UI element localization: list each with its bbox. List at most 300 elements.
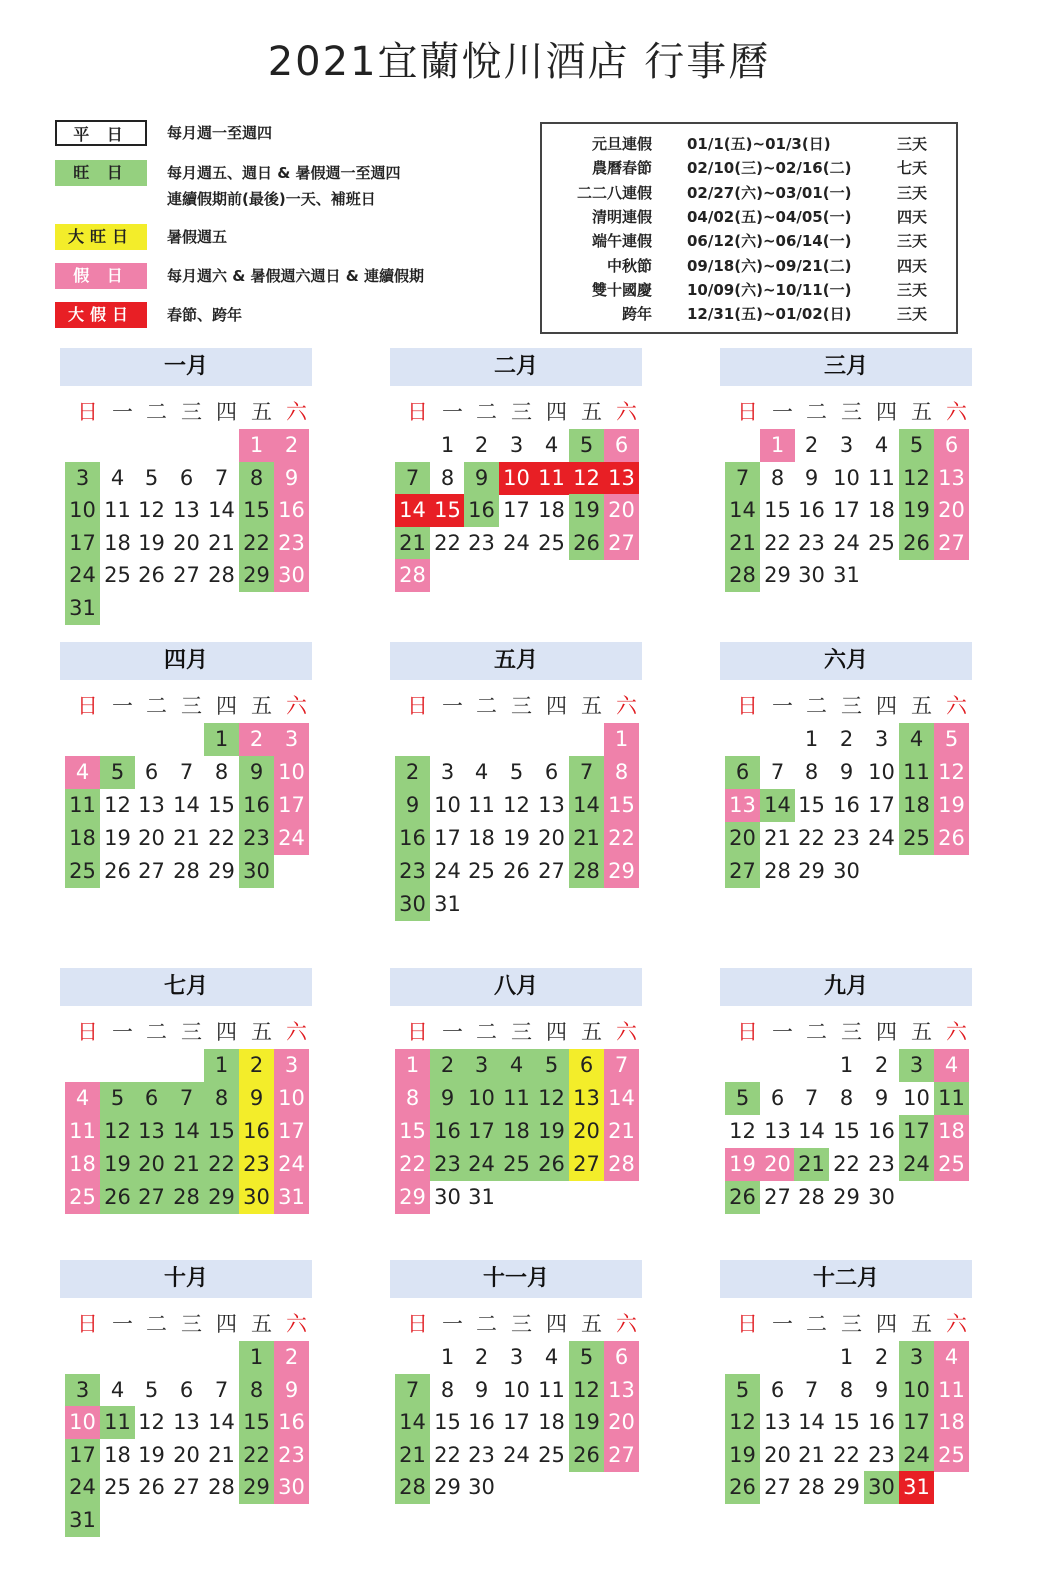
- calendar-day: 16: [868, 1119, 895, 1143]
- calendar-day: 22: [395, 1148, 430, 1181]
- calendar-day: 17: [434, 826, 461, 850]
- calendar-day: 6: [725, 756, 760, 789]
- calendar-day: 27: [604, 1439, 639, 1472]
- weekday-label: 五: [251, 1312, 272, 1336]
- calendar-day: 27: [764, 1475, 791, 1499]
- calendar-day: 13: [604, 1374, 639, 1407]
- calendar-day: 22: [239, 527, 274, 560]
- weekday-label: 一: [772, 1020, 793, 1044]
- calendar-day: 19: [534, 1115, 569, 1148]
- calendar-day: 25: [65, 855, 100, 888]
- weekday-label: 一: [112, 1020, 133, 1044]
- calendar-day: 19: [569, 1406, 604, 1439]
- calendar-day: 21: [208, 1442, 235, 1467]
- calendar-day: 26: [899, 527, 934, 560]
- calendar-day: 28: [725, 559, 760, 592]
- calendar-day: 1: [604, 723, 639, 756]
- calendar-day: 10: [274, 1082, 309, 1115]
- calendar-day: 2: [239, 1049, 274, 1082]
- calendar-day: 23: [868, 1442, 895, 1467]
- weekday-label: 二: [806, 1312, 827, 1336]
- calendar-day: 12: [899, 462, 934, 495]
- calendar-day: 22: [239, 1439, 274, 1472]
- calendar-day: 5: [534, 1049, 569, 1082]
- calendar-day: 13: [934, 462, 969, 495]
- calendar-day: 21: [395, 1439, 430, 1472]
- calendar-day: 6: [770, 1377, 785, 1402]
- calendar-day: 6: [934, 429, 969, 462]
- calendar-day: 4: [474, 760, 489, 784]
- calendar-day: 26: [138, 563, 165, 587]
- calendar-day: 8: [239, 462, 274, 495]
- calendar-day: 28: [208, 1475, 235, 1499]
- calendar-day: 9: [430, 1082, 465, 1115]
- calendar-day: 29: [204, 1181, 239, 1214]
- weekday-label: 日: [407, 1312, 428, 1336]
- calendar-day: 17: [65, 527, 100, 560]
- calendar-day: 2: [874, 1345, 889, 1369]
- calendar-day: 31: [833, 563, 860, 587]
- holiday-range: 04/02(五)~04/05(一): [687, 207, 852, 226]
- weekday-label: 二: [146, 1312, 167, 1336]
- legend-description: [167, 302, 242, 328]
- calendar-day: 9: [464, 462, 499, 495]
- calendar-day: 13: [725, 789, 760, 822]
- calendar-day: 17: [274, 1115, 309, 1148]
- calendar-day: 2: [804, 433, 819, 457]
- calendar-day: 22: [434, 530, 461, 555]
- calendar-day: 8: [214, 760, 229, 784]
- calendar-day: 15: [798, 793, 825, 817]
- calendar-day: 13: [173, 498, 200, 522]
- calendar-day: 9: [839, 760, 854, 784]
- calendar-day: 13: [569, 1082, 604, 1115]
- month-title: 二月: [390, 348, 642, 386]
- weekday-label: 三: [181, 400, 202, 424]
- legend-swatch: 大旺日: [55, 224, 147, 250]
- holiday-range: 02/10(三)~02/16(二): [687, 159, 852, 178]
- weekday-label: 日: [737, 400, 758, 424]
- calendar-day: 14: [395, 1406, 430, 1439]
- calendar-day: 21: [764, 826, 791, 850]
- legend-description-line: 春節、跨年: [167, 306, 243, 324]
- weekday-label: 四: [876, 1020, 897, 1044]
- calendar-day: 8: [839, 1086, 854, 1110]
- calendar-day: 7: [179, 760, 194, 784]
- calendar-day: 19: [899, 494, 934, 527]
- weekday-label: 二: [806, 694, 827, 718]
- calendar-day: 30: [239, 1181, 274, 1214]
- calendar-day: 8: [604, 756, 639, 789]
- calendar-day: 6: [144, 760, 159, 784]
- holiday-name: 中秋節: [606, 256, 652, 275]
- calendar-day: 5: [899, 429, 934, 462]
- calendar-day: 27: [934, 527, 969, 560]
- calendar-day: 27: [569, 1148, 604, 1181]
- calendar-day: 11: [868, 465, 895, 490]
- weekday-label: 日: [77, 694, 98, 718]
- calendar-day: 13: [134, 1115, 169, 1148]
- legend-description: [167, 263, 424, 289]
- calendar-day: 17: [464, 1115, 499, 1148]
- month-title: 五月: [390, 642, 642, 680]
- calendar-day: 25: [104, 1475, 131, 1499]
- calendar-day: 31: [274, 1181, 309, 1214]
- weekday-label: 日: [737, 694, 758, 718]
- weekday-label: 一: [112, 400, 133, 424]
- weekday-label: 二: [146, 400, 167, 424]
- calendar-day: 12: [104, 793, 131, 817]
- calendar-day: 20: [138, 826, 165, 850]
- calendar-day: 7: [725, 462, 760, 495]
- weekday-label: 三: [181, 1312, 202, 1336]
- calendar-day: 23: [868, 1152, 895, 1176]
- calendar-day: 13: [764, 1119, 791, 1143]
- weekday-label: 一: [442, 1020, 463, 1044]
- weekday-label: 一: [112, 1312, 133, 1336]
- calendar-day: 7: [395, 462, 430, 495]
- weekday-label: 日: [77, 1312, 98, 1336]
- month-title: 六月: [720, 642, 972, 680]
- calendar-day: 20: [604, 1406, 639, 1439]
- calendar-day: 10: [434, 793, 461, 817]
- calendar-day: 7: [214, 465, 229, 490]
- calendar-day: 21: [173, 826, 200, 850]
- calendar-day: 14: [173, 793, 200, 817]
- calendar-day: 27: [538, 859, 565, 883]
- weekday-label: 一: [772, 1312, 793, 1336]
- calendar-day: 24: [65, 559, 100, 592]
- calendar-day: 26: [725, 1471, 760, 1504]
- weekday-label: 二: [806, 1020, 827, 1044]
- calendar-day: 14: [569, 789, 604, 822]
- calendar-day: 23: [468, 530, 495, 555]
- holiday-range: 10/09(六)~10/11(一): [687, 280, 852, 299]
- calendar-day: 16: [274, 1406, 309, 1439]
- weekday-label: 六: [946, 400, 967, 424]
- calendar-day: 19: [725, 1148, 760, 1181]
- weekday-label: 一: [112, 694, 133, 718]
- calendar-day: 28: [764, 859, 791, 883]
- calendar-day: 8: [395, 1082, 430, 1115]
- calendar-day: 19: [725, 1439, 760, 1472]
- weekday-label: 五: [581, 1020, 602, 1044]
- calendar-day: 16: [274, 494, 309, 527]
- legend-description-line: 每月週六 & 暑假週六週日 & 連續假期: [167, 267, 425, 285]
- calendar-day: 1: [839, 1345, 854, 1369]
- weekday-label: 二: [806, 400, 827, 424]
- calendar-day: 9: [239, 1082, 274, 1115]
- calendar-day: 23: [274, 1439, 309, 1472]
- calendar-day: 15: [833, 1410, 860, 1434]
- calendar-day: 23: [274, 527, 309, 560]
- calendar-day: 18: [934, 1406, 969, 1439]
- calendar-day: 3: [899, 1049, 934, 1082]
- calendar-day: 30: [395, 888, 430, 921]
- calendar-day: 25: [934, 1439, 969, 1472]
- month-title: 三月: [720, 348, 972, 386]
- calendar-day: 7: [770, 760, 785, 784]
- month-title: 九月: [720, 968, 972, 1006]
- calendar-day: 18: [934, 1115, 969, 1148]
- calendar-day: 5: [725, 1374, 760, 1407]
- calendar-day: 3: [509, 433, 524, 457]
- calendar-day: 4: [499, 1049, 534, 1082]
- calendar-day: 21: [395, 527, 430, 560]
- calendar-day: 9: [239, 756, 274, 789]
- calendar-day: 16: [239, 1115, 274, 1148]
- calendar-day: 28: [604, 1148, 639, 1181]
- calendar-day: 4: [65, 1082, 100, 1115]
- calendar-day: 4: [874, 433, 889, 457]
- weekday-label: 日: [77, 1020, 98, 1044]
- calendar-day: 14: [395, 494, 430, 527]
- calendar-day: 26: [138, 1475, 165, 1499]
- weekday-label: 日: [407, 400, 428, 424]
- calendar-day: 30: [239, 855, 274, 888]
- calendar-day: 31: [899, 1471, 934, 1504]
- weekday-label: 四: [216, 1312, 237, 1336]
- weekday-label: 六: [946, 1020, 967, 1044]
- calendar-day: 28: [395, 559, 430, 592]
- calendar-day: 11: [534, 462, 569, 495]
- weekday-label: 一: [772, 400, 793, 424]
- weekday-label: 三: [511, 1020, 532, 1044]
- holiday-days: 四天: [897, 207, 928, 226]
- calendar-day: 30: [434, 1185, 461, 1209]
- weekday-label: 日: [407, 1020, 428, 1044]
- calendar-day: 10: [903, 1086, 930, 1110]
- weekday-label: 三: [841, 1020, 862, 1044]
- calendar-day: 24: [503, 1442, 530, 1467]
- calendar-day: 24: [274, 1148, 309, 1181]
- month-title: 十一月: [390, 1260, 642, 1298]
- calendar-day: 10: [899, 1374, 934, 1407]
- calendar-day: 23: [798, 530, 825, 555]
- weekday-label: 二: [476, 400, 497, 424]
- calendar-day: 18: [104, 1442, 131, 1467]
- calendar-day: 17: [833, 498, 860, 522]
- holiday-range: 09/18(六)~09/21(二): [687, 256, 852, 275]
- calendar-day: 25: [65, 1181, 100, 1214]
- calendar-day: 16: [395, 822, 430, 855]
- calendar-day: 19: [104, 826, 131, 850]
- calendar-day: 2: [430, 1049, 465, 1082]
- month-title: 十月: [60, 1260, 312, 1298]
- legend-swatch: 平 日: [55, 120, 147, 146]
- weekday-label: 四: [876, 400, 897, 424]
- calendar-day: 3: [65, 1374, 100, 1407]
- legend-description-line: 連續假期前(最後)一天、補班日: [167, 190, 376, 208]
- calendar-day: 4: [65, 756, 100, 789]
- calendar-day: 4: [934, 1341, 969, 1374]
- calendar-day: 8: [839, 1377, 854, 1402]
- calendar-day: 25: [499, 1148, 534, 1181]
- calendar-day: 28: [798, 1185, 825, 1209]
- calendar-day: 9: [395, 789, 430, 822]
- weekday-label: 三: [181, 694, 202, 718]
- calendar-day: 21: [169, 1148, 204, 1181]
- calendar-day: 12: [534, 1082, 569, 1115]
- calendar-day: 25: [538, 1442, 565, 1467]
- calendar-day: 21: [208, 530, 235, 555]
- weekday-label: 三: [511, 694, 532, 718]
- calendar-day: 30: [798, 563, 825, 587]
- calendar-day: 4: [544, 433, 559, 457]
- calendar-day: 5: [100, 1082, 135, 1115]
- calendar-day: 26: [725, 1181, 760, 1214]
- weekday-label: 六: [946, 694, 967, 718]
- calendar-day: 2: [474, 1345, 489, 1369]
- calendar-day: 23: [430, 1148, 465, 1181]
- weekday-label: 一: [772, 694, 793, 718]
- calendar-day: 22: [434, 1442, 461, 1467]
- weekday-label: 四: [546, 400, 567, 424]
- calendar-day: 29: [833, 1185, 860, 1209]
- calendar-day: 1: [440, 1345, 455, 1369]
- weekday-label: 五: [911, 1020, 932, 1044]
- calendar-day: 3: [440, 760, 455, 784]
- calendar-day: 15: [604, 789, 639, 822]
- month-title: 八月: [390, 968, 642, 1006]
- calendar-day: 16: [833, 793, 860, 817]
- calendar-day: 30: [868, 1185, 895, 1209]
- holiday-row: [542, 205, 956, 229]
- weekday-label: 一: [442, 1312, 463, 1336]
- legend-description: [167, 120, 272, 146]
- calendar-day: 3: [65, 462, 100, 495]
- calendar-day: 2: [839, 727, 854, 751]
- calendar-day: 24: [65, 1471, 100, 1504]
- calendar-day: 4: [110, 1377, 125, 1402]
- calendar-day: 14: [798, 1410, 825, 1434]
- calendar-day: 14: [604, 1082, 639, 1115]
- weekday-label: 六: [286, 1312, 307, 1336]
- calendar-day: 2: [239, 723, 274, 756]
- calendar-day: 19: [503, 826, 530, 850]
- calendar-day: 26: [569, 527, 604, 560]
- weekday-label: 三: [511, 1312, 532, 1336]
- weekday-label: 日: [737, 1020, 758, 1044]
- calendar-day: 24: [503, 530, 530, 555]
- legend-swatch: 大假日: [55, 302, 147, 328]
- legend-description-line: 暑假週五: [167, 228, 228, 246]
- calendar-day: 1: [204, 723, 239, 756]
- calendar-day: 22: [833, 1442, 860, 1467]
- calendar-day: 30: [274, 1471, 309, 1504]
- weekday-label: 三: [841, 694, 862, 718]
- calendar-day: 21: [604, 1115, 639, 1148]
- holiday-row: [542, 302, 956, 326]
- calendar-day: 15: [204, 1115, 239, 1148]
- calendar-day: 24: [464, 1148, 499, 1181]
- calendar-day: 18: [468, 826, 495, 850]
- calendar-day: 19: [138, 1442, 165, 1467]
- weekday-label: 五: [581, 694, 602, 718]
- weekday-label: 三: [181, 1020, 202, 1044]
- calendar-day: 11: [538, 1377, 565, 1402]
- holiday-range: 01/1(五)~01/3(日): [687, 135, 831, 153]
- weekday-label: 五: [911, 694, 932, 718]
- calendar-day: 31: [65, 592, 100, 625]
- weekday-label: 六: [616, 1020, 637, 1044]
- weekday-label: 五: [911, 1312, 932, 1336]
- calendar-day: 13: [138, 793, 165, 817]
- calendar-day: 18: [104, 530, 131, 555]
- calendar-day: 4: [110, 465, 125, 490]
- weekday-label: 一: [442, 694, 463, 718]
- calendar-day: 14: [760, 789, 795, 822]
- calendar-day: 18: [65, 1148, 100, 1181]
- holiday-row: [542, 229, 956, 253]
- calendar-day: 22: [208, 826, 235, 850]
- calendar-day: 18: [868, 498, 895, 522]
- calendar-day: 28: [169, 1181, 204, 1214]
- calendar-day: 9: [274, 1374, 309, 1407]
- calendar-day: 15: [239, 494, 274, 527]
- calendar-day: 11: [104, 498, 131, 522]
- calendar-day: 1: [239, 1341, 274, 1374]
- weekday-label: 四: [216, 400, 237, 424]
- calendar-day: 24: [899, 1439, 934, 1472]
- calendar-day: 29: [434, 1475, 461, 1499]
- calendar-day: 10: [274, 756, 309, 789]
- calendar-day: 12: [569, 462, 604, 495]
- calendar-day: 11: [934, 1082, 969, 1115]
- weekday-label: 四: [216, 1020, 237, 1044]
- calendar-day: 22: [604, 822, 639, 855]
- calendar-day: 25: [934, 1148, 969, 1181]
- calendar-day: 15: [239, 1406, 274, 1439]
- holiday-name: 端午連假: [591, 232, 652, 251]
- calendar-day: 26: [104, 859, 131, 883]
- calendar-day: 29: [604, 855, 639, 888]
- holiday-name: 雙十國慶: [591, 280, 652, 299]
- calendar-day: 10: [499, 462, 534, 495]
- calendar-day: 1: [204, 1049, 239, 1082]
- weekday-label: 四: [546, 1312, 567, 1336]
- holiday-row: [542, 181, 956, 205]
- legend-description-line: 每月週五、週日 & 暑假週一至週四: [167, 164, 401, 182]
- legend-swatch: 假 日: [55, 263, 147, 289]
- weekday-label: 五: [581, 400, 602, 424]
- calendar-day: 2: [474, 433, 489, 457]
- calendar-day: 20: [173, 530, 200, 555]
- calendar-day: 12: [569, 1374, 604, 1407]
- calendar-day: 9: [274, 462, 309, 495]
- calendar-day: 6: [179, 465, 194, 490]
- calendar-day: 16: [868, 1410, 895, 1434]
- holiday-days: 三天: [897, 280, 928, 299]
- calendar-day: 12: [729, 1119, 756, 1143]
- calendar-day: 5: [509, 760, 524, 784]
- calendar-day: 5: [569, 429, 604, 462]
- calendar-day: 15: [434, 1410, 461, 1434]
- calendar-day: 11: [499, 1082, 534, 1115]
- weekday-label: 六: [286, 694, 307, 718]
- calendar-day: 9: [874, 1086, 889, 1110]
- calendar-day: 11: [468, 793, 495, 817]
- calendar-day: 6: [604, 1341, 639, 1374]
- calendar-day: 22: [764, 530, 791, 555]
- calendar-day: 28: [208, 563, 235, 587]
- calendar-day: 13: [604, 462, 639, 495]
- calendar-day: 6: [179, 1377, 194, 1402]
- calendar-day: 24: [274, 822, 309, 855]
- holiday-days: 四天: [897, 256, 928, 275]
- calendar-day: 30: [864, 1471, 899, 1504]
- calendar-day: 14: [208, 1410, 235, 1434]
